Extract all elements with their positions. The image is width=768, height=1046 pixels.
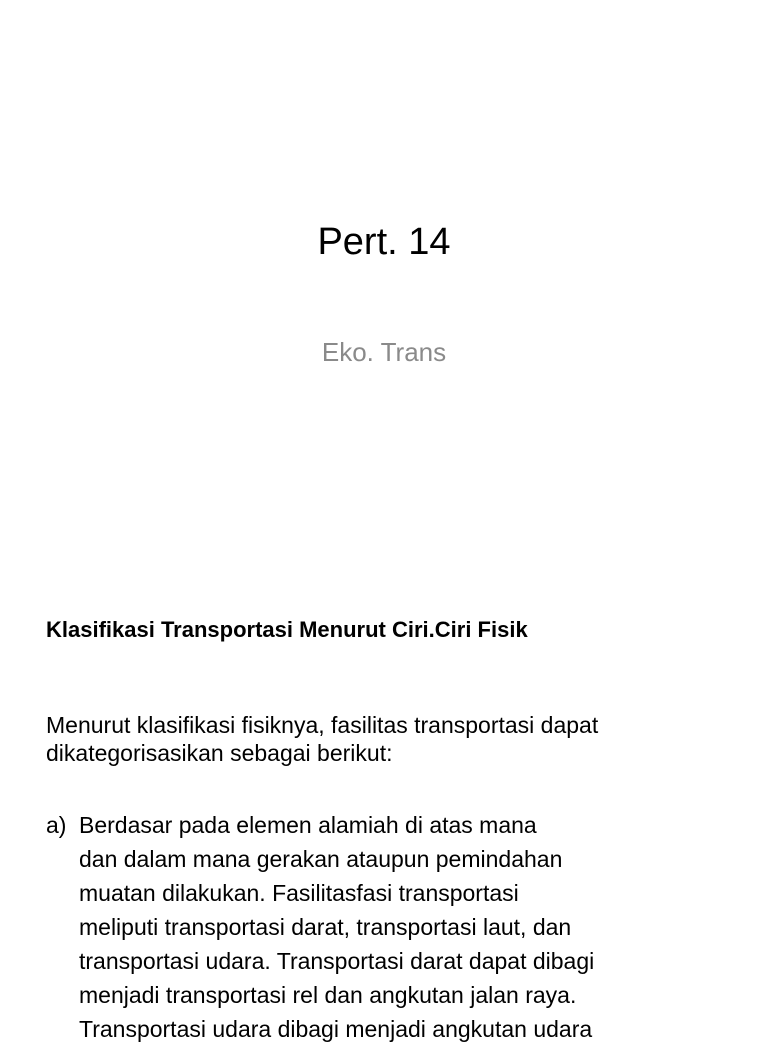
list-item-line: meliputi transportasi darat, transportasi laut, dan (79, 914, 572, 940)
list-item-line: menjadi transportasi rel dan angkutan jalan raya. (79, 982, 577, 1008)
slide-title: Pert. 14 (317, 221, 451, 263)
intro-line: dikategorisasikan sebagai berikut: (46, 740, 393, 766)
list-marker: a) (46, 812, 67, 838)
list-item (46, 808, 746, 1046)
intro-line: Menurut klasifikasi fisiknya, fasilitas transportasi dapat (46, 712, 599, 738)
list-item-line: dan dalam mana gerakan ataupun pemindahan (79, 846, 563, 872)
slide-subtitle: Eko. Trans (321, 337, 447, 367)
list-item-line: Transportasi udara dibagi menjadi angkutan udara (79, 1016, 593, 1042)
list-item-line: transportasi udara. Transportasi darat dapat dibagi (79, 948, 595, 974)
list-item-line: muatan dilakukan. Fasilitasfasi transportasi (79, 880, 519, 906)
list-item-line: Berdasar pada elemen alamiah di atas mana (79, 812, 537, 838)
content-slide (0, 576, 768, 1042)
classification-list (46, 808, 746, 1046)
intro-paragraph (46, 711, 746, 767)
slide-heading: Klasifikasi Transportasi Menurut Ciri.Ciri Fisik (46, 617, 528, 642)
